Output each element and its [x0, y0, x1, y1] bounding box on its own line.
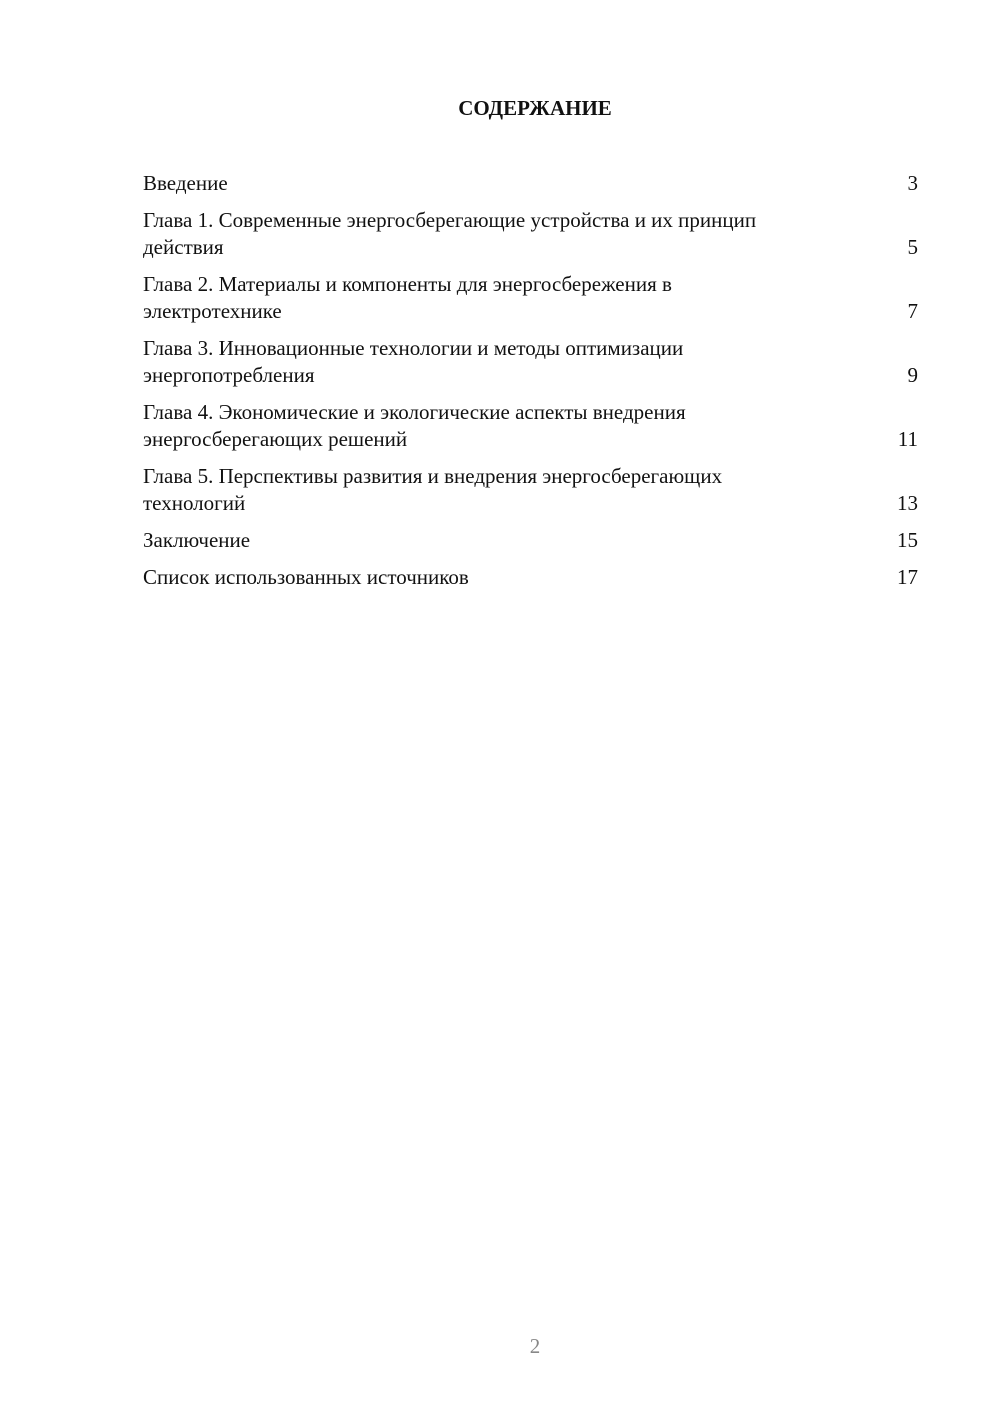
toc-entry-text: Глава 1. Современные энергосберегающие устройства и их принцип действия — [143, 208, 757, 259]
toc-entry-page: 11 — [897, 427, 918, 451]
toc-entry-introduction — [143, 170, 918, 197]
toc-entry-page: 9 — [907, 363, 918, 387]
toc-entry-page: 17 — [897, 565, 918, 589]
toc-entry-conclusion — [143, 527, 918, 554]
table-of-contents — [143, 170, 918, 591]
toc-entry-text: Заключение — [143, 528, 251, 552]
toc-entry-chapter-1 — [143, 207, 918, 261]
toc-entry-chapter-3 — [143, 335, 918, 389]
page-title: СОДЕРЖАНИЕ — [458, 96, 612, 120]
toc-entry-text: Список использованных источников — [143, 565, 469, 589]
toc-entry-references — [143, 564, 918, 591]
toc-entry-chapter-2 — [143, 271, 918, 325]
toc-entry-page: 3 — [907, 171, 918, 195]
toc-entry-page: 15 — [897, 528, 918, 552]
toc-entry-page: 7 — [907, 299, 918, 323]
toc-entry-text: Глава 5. Перспективы развития и внедрения энергосберегающих технологий — [143, 464, 723, 515]
toc-entry-page: 13 — [897, 491, 918, 515]
page-number: 2 — [529, 1334, 541, 1358]
toc-entry-page: 5 — [907, 235, 918, 259]
toc-entry-chapter-4 — [143, 399, 918, 453]
toc-entry-text: Глава 3. Инновационные технологии и методы оптимизации энергопотребления — [143, 336, 684, 387]
toc-entry-text: Глава 4. Экономические и экологические аспекты внедрения энергосберегающих решений — [143, 400, 686, 451]
toc-entry-text: Глава 2. Материалы и компоненты для энергосбережения в электротехнике — [143, 272, 672, 323]
toc-entry-text: Введение — [143, 171, 228, 195]
toc-entry-chapter-5 — [143, 463, 918, 517]
